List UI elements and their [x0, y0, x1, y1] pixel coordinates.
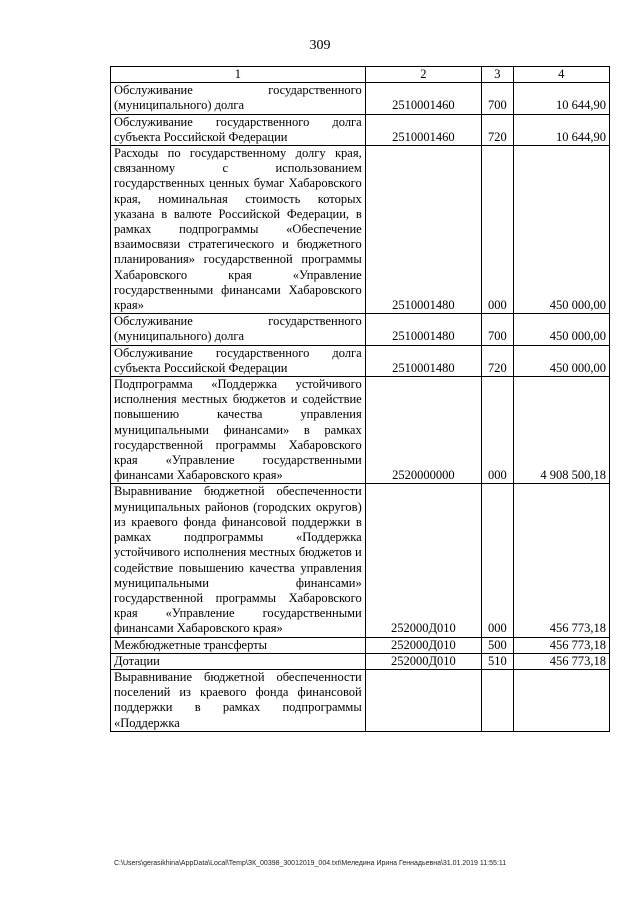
- row-type: 500: [482, 637, 513, 653]
- table-row: [111, 377, 610, 484]
- row-code: 2510001480: [365, 345, 481, 376]
- row-code: 2510001460: [365, 114, 481, 145]
- row-sum: 10 644,90: [513, 83, 609, 114]
- table-header-row: [111, 67, 610, 83]
- row-type: [482, 669, 513, 731]
- row-sum: 4 908 500,18: [513, 377, 609, 484]
- table-row: [111, 314, 610, 345]
- row-name: Подпрограмма «Поддержка устойчивого исполнения местных бюджетов и содействие повышению качества управления муниципальными финансами» в рамках государственной программы Хабаровского края «Управление государственными финансами Хабаровского края»: [111, 377, 366, 484]
- table-row: [111, 146, 610, 314]
- row-type: 510: [482, 653, 513, 669]
- row-name: Обслуживание государственного (муниципального) долга: [111, 314, 366, 345]
- column-header: 4: [513, 67, 609, 83]
- row-sum: 456 773,18: [513, 653, 609, 669]
- row-sum: [513, 669, 609, 731]
- row-type: 700: [482, 314, 513, 345]
- row-name: Обслуживание государственного долга субъекта Российской Федерации: [111, 345, 366, 376]
- row-sum: 456 773,18: [513, 484, 609, 637]
- row-type: 720: [482, 345, 513, 376]
- table-row: [111, 484, 610, 637]
- row-name: Обслуживание государственного (муниципального) долга: [111, 83, 366, 114]
- row-name: Обслуживание государственного долга субъекта Российской Федерации: [111, 114, 366, 145]
- row-name: Выравнивание бюджетной обеспеченности муниципальных районов (городских округов) из краевого фонда финансовой поддержки в рамках подпрограммы «Поддержка устойчивого исполнения местных бюджетов и содействие повышению качества управления муниципальными финансами» государственной программы Хабаровского края «Управление государственными финансами Хабаровского края»: [111, 484, 366, 637]
- row-code: 252000Д010: [365, 484, 481, 637]
- row-type: 000: [482, 146, 513, 314]
- row-code: 2510001460: [365, 83, 481, 114]
- row-sum: 450 000,00: [513, 314, 609, 345]
- row-code: 2510001480: [365, 146, 481, 314]
- row-code: 252000Д010: [365, 653, 481, 669]
- column-header: 3: [482, 67, 513, 83]
- column-header: 1: [111, 67, 366, 83]
- row-code: [365, 669, 481, 731]
- row-type: 700: [482, 83, 513, 114]
- table-row: [111, 669, 610, 731]
- row-sum: 456 773,18: [513, 637, 609, 653]
- table-row: [111, 637, 610, 653]
- row-name: Выравнивание бюджетной обеспеченности поселений из краевого фонда финансовой поддержки в рамках подпрограммы «Поддержка: [111, 669, 366, 731]
- file-path-footer: C:\Users\gerasikhina\AppData\Local\Temp\ЗК_00398_30012019_004.txt\Меледина Ирина Геннадьевна\31.01.2019 11:55:11: [114, 860, 507, 867]
- row-code: 2510001480: [365, 314, 481, 345]
- row-sum: 450 000,00: [513, 146, 609, 314]
- row-name: Дотации: [111, 653, 366, 669]
- row-name: Межбюджетные трансферты: [111, 637, 366, 653]
- row-code: 2520000000: [365, 377, 481, 484]
- page-number: 309: [309, 38, 331, 53]
- row-code: 252000Д010: [365, 637, 481, 653]
- table-row: [111, 114, 610, 145]
- table-row: [111, 83, 610, 114]
- row-name: Расходы по государственному долгу края, связанному с использованием государственных ценных бумаг Хабаровского края, номинальная стоимость которых указана в валюте Российской Федерации, в рамках подпрограммы «Обеспечение взаимосвязи стратегического и бюджетного планирования» государственной программы Хабаровского края «Управление государственными финансами Хабаровского края»: [111, 146, 366, 314]
- table-row: [111, 345, 610, 376]
- row-type: 000: [482, 377, 513, 484]
- row-sum: 10 644,90: [513, 114, 609, 145]
- budget-table: [110, 66, 610, 732]
- column-header: 2: [365, 67, 481, 83]
- row-type: 720: [482, 114, 513, 145]
- table-row: [111, 653, 610, 669]
- row-sum: 450 000,00: [513, 345, 609, 376]
- row-type: 000: [482, 484, 513, 637]
